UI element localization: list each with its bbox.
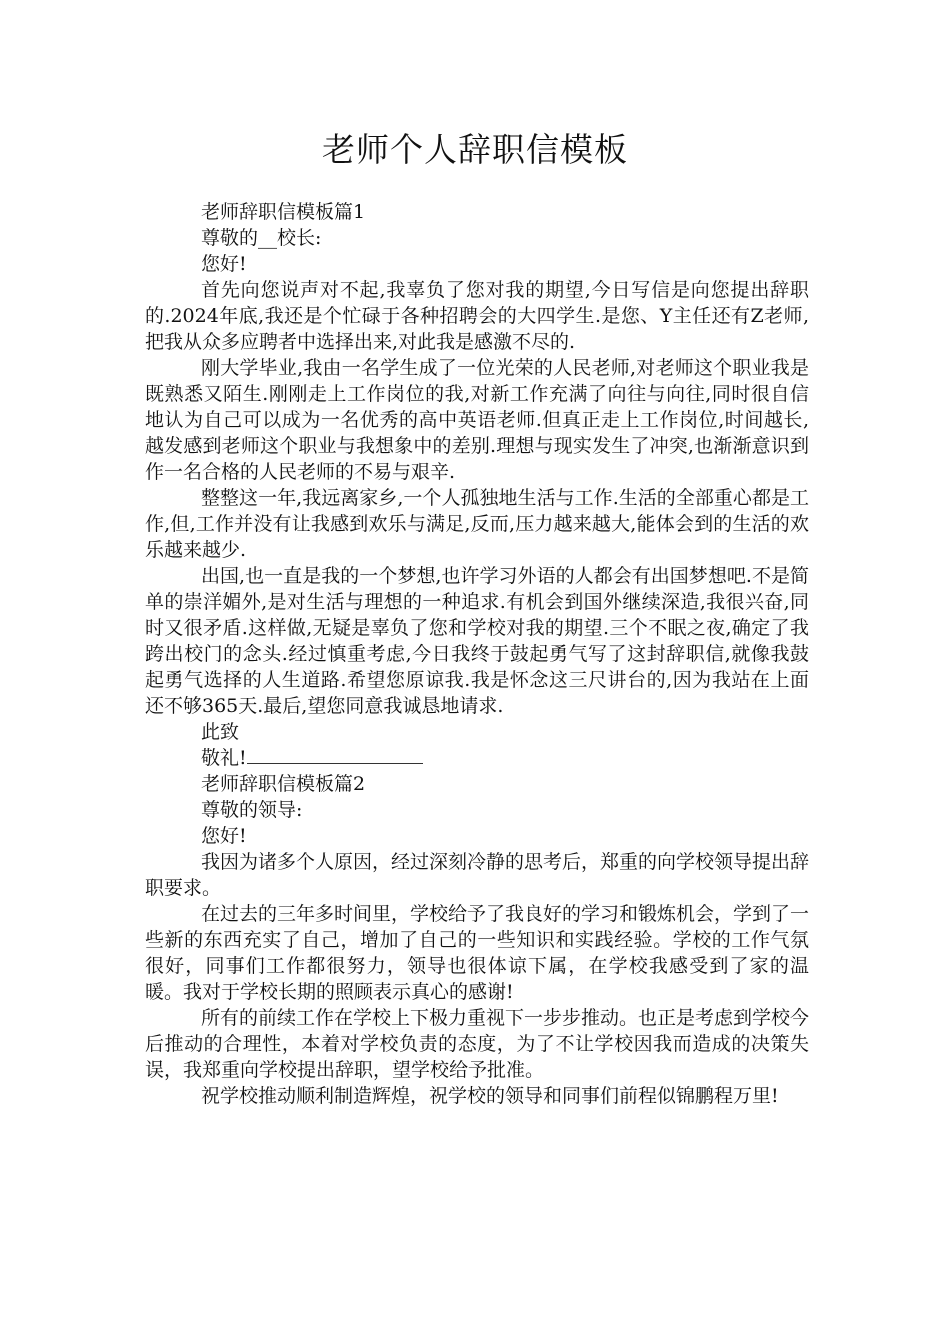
document-title: 老师个人辞职信模板	[322, 130, 628, 169]
letter1-paragraph: 刚大学毕业,我由一名学生成了一位光荣的人民老师,对老师这个职业我是既熟悉又陌生.刚刚走上工作岗位的我,对新工作充满了向往与向往,同时很自信地认为自己可以成为一名优秀的高中英语老师.但真正走上工作岗位,时间越长,越发感到老师这个职业与我想象中的差别.理想与现实发生了冲突,也渐渐意识到作一名合格的人民老师的不易与艰辛.	[145, 357, 809, 483]
letter2-greeting: 您好!	[201, 825, 247, 847]
letter2-salutation: 尊敬的领导:	[201, 799, 303, 821]
letter1-heading: 老师辞职信模板篇1	[201, 201, 366, 223]
letter1-salutation: 尊敬的__校长:	[201, 227, 322, 249]
letter1-greeting: 您好!	[201, 253, 247, 275]
closing-salute: 敬礼!	[201, 747, 247, 769]
letter1-closing-1: 此致	[201, 721, 240, 743]
letter2-paragraph: 我因为诸多个人原因，经过深刻冷静的思考后，郑重的向学校领导提出辞职要求。	[145, 851, 810, 899]
letter1-closing-2	[145, 745, 809, 771]
signature-line	[247, 745, 423, 764]
letter2-paragraph: 在过去的三年多时间里，学校给予了我良好的学习和锻炼机会，学到了一些新的东西充实了自己，增加了自己的一些知识和实践经验。学校的工作气氛很好，同事们工作都很努力，领导也很体谅下属，在学校我感受到了家的温暖。我对于学校长期的照顾表示真心的感谢!	[145, 903, 810, 1003]
letter1-paragraph: 出国,也一直是我的一个梦想,也许学习外语的人都会有出国梦想吧.不是简单的崇洋媚外,是对生活与理想的一种追求.有机会到国外继续深造,我很兴奋,同时又很矛盾.这样做,无疑是辜负了您和学校对我的期望.三个不眠之夜,确定了我跨出校门的念头.经过慎重考虑,今日我终于鼓起勇气写了这封辞职信,就像我鼓起勇气选择的人生道路.希望您原谅我.我是怀念这三尺讲台的,因为我站在上面还不够365天.最后,望您同意我诚恳地请求.	[145, 565, 809, 717]
letter1-paragraph: 首先向您说声对不起,我辜负了您对我的期望,今日写信是向您提出辞职的.2024年底,我还是个忙碌于各种招聘会的大四学生.是您、Y主任还有Z老师,把我从众多应聘者中选择出来,对此我是感激不尽的.	[145, 279, 809, 353]
letter1-paragraph: 整整这一年,我远离家乡,一个人孤独地生活与工作.生活的全部重心都是工作,但,工作并没有让我感到欢乐与满足,反而,压力越来越大,能体会到的生活的欢乐越来越少.	[145, 487, 809, 561]
letter2-heading: 老师辞职信模板篇2	[201, 773, 366, 795]
letter2-paragraph: 所有的前续工作在学校上下极力重视下一步步推动。也正是考虑到学校今后推动的合理性，本着对学校负责的态度，为了不让学校因我而造成的决策失误，我郑重向学校提出辞职，望学校给予批准。	[145, 1007, 810, 1081]
letter2-paragraph: 祝学校推动顺利制造辉煌，祝学校的领导和同事们前程似锦鹏程万里!	[201, 1085, 779, 1107]
document-body	[145, 199, 809, 1109]
